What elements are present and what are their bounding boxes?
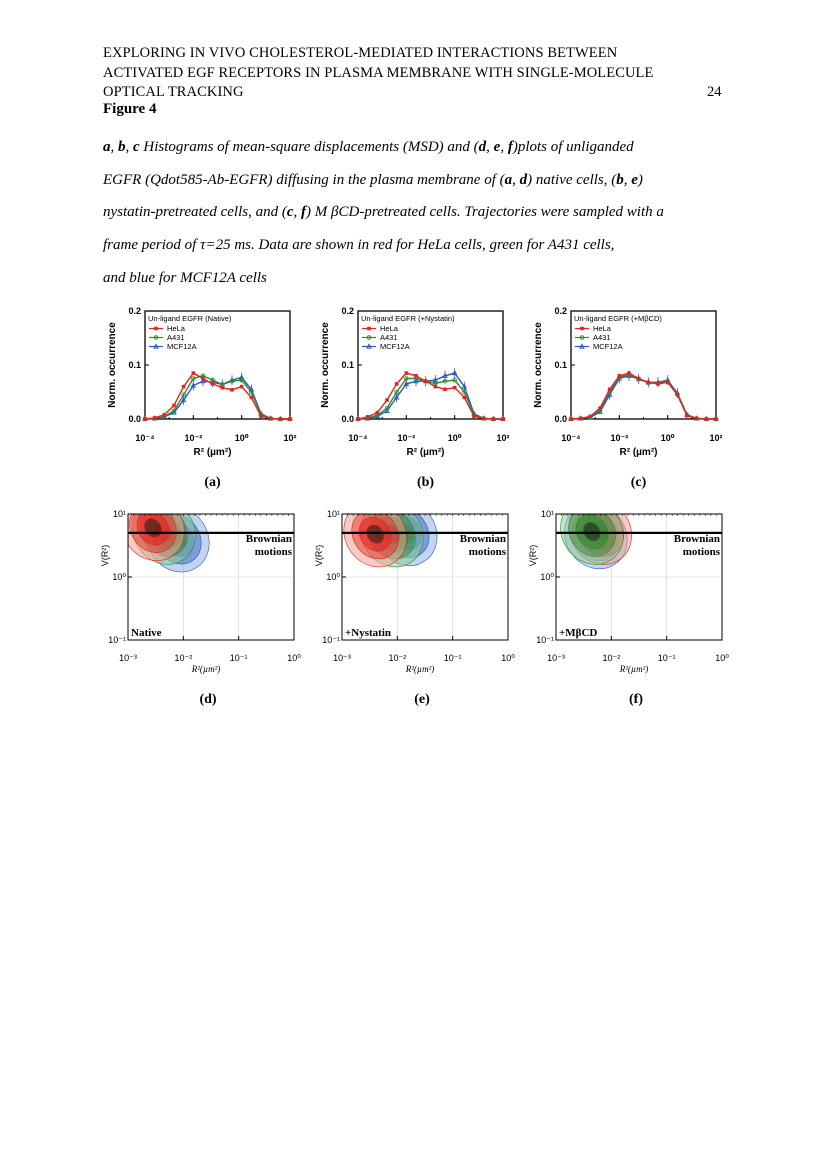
condition-label: Native bbox=[131, 627, 162, 639]
caption-sep: , bbox=[486, 139, 494, 155]
data-point bbox=[269, 417, 273, 421]
y-tick-label: 10⁰ bbox=[326, 572, 340, 582]
x-tick-label: 10⁻¹ bbox=[229, 653, 248, 663]
data-point bbox=[656, 382, 660, 386]
x-tick-label: 10⁰ bbox=[501, 653, 515, 663]
series-line-mcf12a bbox=[358, 373, 503, 419]
caption-line-5: and blue for MCF12A cells bbox=[103, 269, 267, 286]
caption-ref-a: a bbox=[504, 171, 513, 188]
data-point bbox=[424, 379, 428, 383]
y-tick-label: 0.1 bbox=[128, 360, 141, 370]
data-point bbox=[666, 380, 670, 384]
panel-label: (f) bbox=[629, 692, 643, 707]
data-point bbox=[685, 414, 689, 418]
y-tick-label: 10⁻¹ bbox=[108, 635, 126, 645]
data-point bbox=[453, 386, 457, 390]
y-axis-label: Norm. occurrence bbox=[107, 322, 118, 408]
x-tick-label: 10⁰ bbox=[287, 653, 301, 663]
caption-ref-c: c bbox=[286, 204, 294, 221]
y-tick-label: 0.2 bbox=[128, 306, 141, 316]
y-tick-label: 0.0 bbox=[341, 414, 354, 424]
contour-panel-f bbox=[528, 487, 729, 707]
caption-sep: , bbox=[623, 171, 632, 188]
data-point bbox=[230, 388, 234, 392]
x-tick-label: 10⁻³ bbox=[333, 653, 351, 663]
x-tick-label: 10⁻³ bbox=[119, 653, 137, 663]
contour-panel-d bbox=[100, 483, 301, 707]
data-point bbox=[695, 417, 699, 421]
caption-text: ) native cells, ( bbox=[527, 171, 617, 188]
caption-ref-d: d bbox=[478, 139, 487, 155]
data-point bbox=[240, 385, 244, 389]
panel-label: (a) bbox=[204, 475, 221, 490]
series-line-hela bbox=[145, 373, 290, 419]
y-tick-label: 0.1 bbox=[341, 360, 354, 370]
brownian-label: motions bbox=[682, 546, 720, 558]
panel-label: (b) bbox=[416, 475, 435, 490]
data-point bbox=[288, 417, 292, 421]
running-head-line-2: ACTIVATED EGF RECEPTORS IN PLASMA MEMBRANE WITH SINGLE-MOLECULE bbox=[103, 64, 654, 81]
data-point bbox=[492, 417, 496, 421]
legend-title: Un-ligand EGFR (+Nystatin) bbox=[361, 314, 455, 323]
figure-label: Figure 4 bbox=[103, 101, 157, 117]
caption-sep: , bbox=[500, 139, 508, 155]
legend-label: A431 bbox=[380, 333, 398, 342]
x-axis-label: R² (µm²) bbox=[619, 447, 658, 458]
data-point bbox=[569, 417, 573, 421]
data-point bbox=[259, 415, 263, 419]
data-point bbox=[395, 382, 399, 386]
data-point bbox=[714, 417, 718, 421]
x-tick-label: 10² bbox=[496, 433, 510, 443]
caption-ref-b: b bbox=[616, 171, 624, 188]
legend-label: A431 bbox=[593, 333, 611, 342]
data-point bbox=[153, 416, 157, 420]
y-tick-label: 10⁰ bbox=[112, 572, 126, 582]
data-point bbox=[250, 396, 254, 400]
condition-label: +MβCD bbox=[559, 627, 598, 639]
caption-sep: , bbox=[125, 139, 133, 155]
data-point bbox=[637, 377, 641, 381]
caption-ref-c: c bbox=[133, 139, 140, 155]
y-axis-label: Norm. occurrence bbox=[320, 322, 331, 408]
data-point bbox=[608, 388, 612, 392]
y-tick-label: 10¹ bbox=[540, 509, 554, 519]
caption-ref-e: e bbox=[631, 171, 638, 188]
legend-marker bbox=[367, 327, 371, 331]
data-point bbox=[385, 398, 389, 402]
caption-sep: , bbox=[512, 171, 520, 188]
y-tick-label: 0.2 bbox=[341, 306, 354, 316]
legend-marker bbox=[580, 327, 584, 331]
y-tick-label: 0.0 bbox=[128, 414, 141, 424]
data-point bbox=[463, 396, 467, 400]
caption-text: Histograms of mean-square displacements (MSD) and ( bbox=[139, 139, 479, 155]
data-point bbox=[414, 374, 418, 378]
caption-ref-a: a bbox=[103, 139, 111, 155]
x-tick-label: 10⁻² bbox=[610, 433, 629, 443]
caption-text: ) M βCD-pretreated cells. Trajectories were sampled with a bbox=[306, 204, 664, 221]
caption-text: nystatin-pretreated cells, and ( bbox=[103, 204, 287, 221]
data-point bbox=[676, 393, 680, 397]
data-point bbox=[443, 388, 447, 392]
series-line-hela bbox=[571, 373, 716, 419]
caption-ref-d: d bbox=[519, 171, 528, 188]
x-tick-label: 10² bbox=[283, 433, 297, 443]
data-point bbox=[598, 406, 602, 410]
data-point bbox=[201, 377, 205, 381]
brownian-label: motions bbox=[468, 546, 506, 558]
brownian-label: Brownian bbox=[673, 533, 720, 545]
data-point bbox=[192, 371, 196, 375]
caption-ref-f: f bbox=[301, 204, 307, 221]
legend-title: Un-ligand EGFR (+MβCD) bbox=[574, 314, 662, 323]
caption-text: ) bbox=[637, 171, 643, 188]
x-tick-label: 10⁻⁴ bbox=[561, 433, 581, 443]
data-point bbox=[589, 415, 593, 419]
y-tick-label: 0.2 bbox=[554, 306, 567, 316]
data-point bbox=[618, 374, 622, 378]
y-tick-label: 0.0 bbox=[554, 414, 567, 424]
legend-marker bbox=[154, 327, 158, 331]
caption-text: EGFR (Qdot585-Ab-EGFR) diffusing in the plasma membrane of ( bbox=[103, 171, 505, 188]
y-axis-label: V(R²) bbox=[314, 544, 324, 567]
y-tick-label: 0.1 bbox=[554, 360, 567, 370]
x-tick-label: 10⁻² bbox=[184, 433, 203, 443]
x-tick-label: 10⁻² bbox=[388, 653, 407, 663]
running-head-line-3: OPTICAL TRACKING bbox=[103, 84, 244, 100]
y-tick-label: 10¹ bbox=[112, 509, 126, 519]
caption-sep: , bbox=[293, 204, 302, 221]
panel-label: (e) bbox=[414, 692, 430, 707]
panel-label: (d) bbox=[199, 692, 217, 707]
x-tick-label: 10⁻² bbox=[602, 653, 621, 663]
x-tick-label: 10⁻¹ bbox=[443, 653, 462, 663]
x-tick-label: 10⁻⁴ bbox=[348, 433, 368, 443]
data-point bbox=[627, 371, 631, 375]
caption-ref-f: f bbox=[507, 139, 513, 155]
legend-label: MCF12A bbox=[380, 342, 410, 351]
x-tick-label: 10⁻¹ bbox=[657, 653, 676, 663]
series-line-mcf12a bbox=[571, 376, 716, 419]
data-point bbox=[472, 415, 476, 419]
legend-title: Un-ligand EGFR (Native) bbox=[148, 314, 232, 323]
data-point bbox=[143, 417, 147, 421]
x-tick-label: 10⁻⁴ bbox=[135, 433, 155, 443]
x-tick-label: 10⁰ bbox=[660, 433, 675, 443]
x-tick-label: 10⁰ bbox=[715, 653, 729, 663]
caption-ref-b: b bbox=[118, 139, 126, 155]
caption-sep: , bbox=[110, 139, 118, 155]
data-point bbox=[647, 380, 651, 384]
x-axis-label: R²(µm²) bbox=[405, 664, 435, 674]
caption-text: )plots of unliganded bbox=[512, 139, 634, 155]
data-point bbox=[221, 386, 225, 390]
x-tick-label: 10⁻³ bbox=[547, 653, 565, 663]
data-point bbox=[211, 382, 215, 386]
x-tick-label: 10⁰ bbox=[447, 433, 462, 443]
y-tick-label: 10¹ bbox=[326, 509, 340, 519]
x-axis-label: R² (µm²) bbox=[193, 447, 232, 458]
data-point bbox=[366, 415, 370, 419]
data-point bbox=[182, 385, 186, 389]
data-point bbox=[705, 417, 709, 421]
x-tick-label: 10⁰ bbox=[234, 433, 249, 443]
caption-line-4: frame period of τ=25 ms. Data are shown in red for HeLa cells, green for A431 cells, bbox=[103, 237, 615, 254]
y-tick-label: 10⁰ bbox=[540, 572, 554, 582]
histogram-panel-b bbox=[320, 306, 510, 490]
legend-label: MCF12A bbox=[593, 342, 623, 351]
x-axis-label: R² (µm²) bbox=[406, 447, 445, 458]
brownian-label: Brownian bbox=[459, 533, 506, 545]
data-point bbox=[434, 385, 438, 389]
x-tick-label: 10⁻² bbox=[174, 653, 193, 663]
histogram-panel-a bbox=[107, 306, 297, 490]
page-number: 24 bbox=[707, 84, 722, 100]
caption-ref-e: e bbox=[493, 139, 501, 155]
condition-label: +Nystatin bbox=[345, 627, 391, 639]
data-point bbox=[163, 413, 167, 417]
legend-label: HeLa bbox=[380, 324, 398, 333]
data-point bbox=[172, 404, 176, 408]
data-point bbox=[579, 417, 583, 421]
data-point bbox=[482, 417, 486, 421]
x-tick-label: 10² bbox=[709, 433, 723, 443]
data-point bbox=[356, 417, 360, 421]
brownian-label: motions bbox=[254, 546, 292, 558]
running-head-line-1: EXPLORING IN VIVO CHOLESTEROL-MEDIATED INTERACTIONS BETWEEN bbox=[103, 45, 618, 61]
data-point bbox=[501, 417, 505, 421]
x-axis-label: R²(µm²) bbox=[619, 664, 649, 674]
series-line-a431 bbox=[571, 375, 716, 419]
legend-label: MCF12A bbox=[167, 342, 197, 351]
histogram-panel-c bbox=[533, 306, 723, 490]
y-tick-label: 10⁻¹ bbox=[322, 635, 340, 645]
data-point bbox=[279, 417, 283, 421]
contour-panel-e bbox=[314, 488, 515, 707]
y-tick-label: 10⁻¹ bbox=[536, 635, 554, 645]
y-axis-label: V(R²) bbox=[528, 544, 538, 567]
x-tick-label: 10⁻² bbox=[397, 433, 416, 443]
panel-label: (c) bbox=[630, 475, 647, 490]
x-axis-label: R²(µm²) bbox=[191, 664, 221, 674]
y-axis-label: V(R²) bbox=[100, 544, 110, 567]
data-point bbox=[376, 411, 380, 415]
brownian-label: Brownian bbox=[245, 533, 292, 545]
y-axis-label: Norm. occurrence bbox=[533, 322, 544, 408]
legend-label: A431 bbox=[167, 333, 185, 342]
data-point bbox=[405, 371, 409, 375]
legend-label: HeLa bbox=[167, 324, 185, 333]
legend-label: HeLa bbox=[593, 324, 611, 333]
